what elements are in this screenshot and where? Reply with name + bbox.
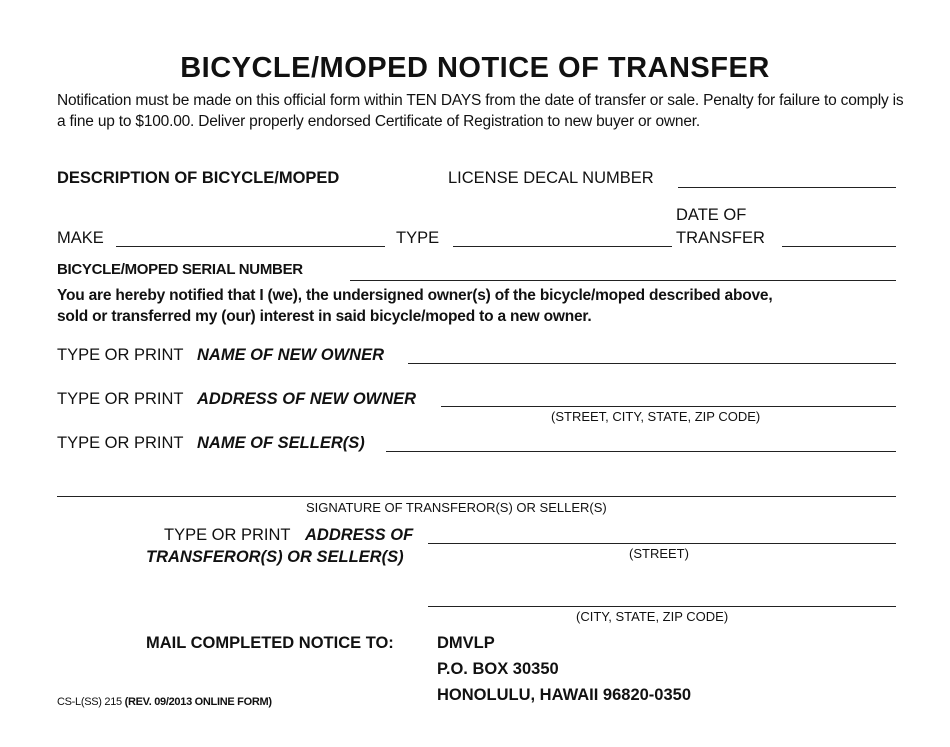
form-code [57, 696, 272, 708]
form-title: BICYCLE/MOPED NOTICE OF TRANSFER [180, 52, 770, 84]
seller-name-prefix: TYPE OR PRINT [57, 434, 184, 452]
seller-name-label: NAME OF SELLER(S) [197, 434, 365, 452]
form-revision: (REV. 09/2013 ONLINE FORM) [124, 696, 272, 708]
new-owner-address-label: ADDRESS OF NEW OWNER [197, 390, 417, 408]
mail-address-line-2: P.O. BOX 30350 [437, 660, 559, 678]
new-owner-name-field[interactable] [408, 363, 896, 364]
make-label: MAKE [57, 229, 104, 247]
notice-text-line-2: sold or transferred my (our) interest in said bicycle/moped to a new owner. [57, 308, 592, 325]
type-label: TYPE [396, 229, 440, 247]
signature-label: SIGNATURE OF TRANSFEROR(S) OR SELLER(S) [306, 500, 607, 515]
signature-field[interactable] [57, 496, 896, 497]
transfer-label: TRANSFER [676, 229, 765, 247]
type-field[interactable] [453, 246, 672, 247]
mail-address-line-3: HONOLULU, HAWAII 96820-0350 [437, 686, 691, 704]
transferor-address-label-2: TRANSFEROR(S) OR SELLER(S) [146, 548, 404, 566]
license-decal-label: LICENSE DECAL NUMBER [448, 169, 654, 187]
date-of-transfer-field[interactable] [782, 246, 896, 247]
new-owner-address-prefix: TYPE OR PRINT [57, 390, 184, 408]
transferor-street-field[interactable] [428, 543, 896, 544]
mail-address-line-1: DMVLP [437, 634, 495, 652]
serial-label: BICYCLE/MOPED SERIAL NUMBER [57, 261, 303, 278]
transferor-address-label-1: ADDRESS OF [305, 526, 414, 544]
make-field[interactable] [116, 246, 385, 247]
description-heading: DESCRIPTION OF BICYCLE/MOPED [57, 169, 340, 187]
transferor-city-field[interactable] [428, 606, 896, 607]
seller-name-field[interactable] [386, 451, 896, 452]
intro-notice: Notification must be made on this official form within TEN DAYS from the date of transfer or sale. Penalty for failure to comply is a fine up to $100.00. Deliver properly endorsed Certificate of Registration to new buyer or owner. [57, 92, 904, 130]
notice-text-line-1: You are hereby notified that I (we), the undersigned owner(s) of the bicycle/moped described above, [57, 287, 773, 304]
new-owner-name-label: NAME OF NEW OWNER [197, 346, 384, 364]
license-decal-field[interactable] [678, 187, 896, 188]
transferor-address-prefix: TYPE OR PRINT [164, 526, 291, 544]
new-owner-address-field[interactable] [441, 406, 896, 407]
date-of-label: DATE OF [676, 206, 747, 224]
form-code-number: CS-L(SS) 215 [57, 696, 122, 708]
city-hint: (CITY, STATE, ZIP CODE) [576, 609, 729, 624]
new-owner-name-prefix: TYPE OR PRINT [57, 346, 184, 364]
street-hint: (STREET) [629, 546, 689, 561]
address-hint: (STREET, CITY, STATE, ZIP CODE) [551, 409, 761, 424]
serial-number-field[interactable] [350, 280, 896, 281]
mail-to-label: MAIL COMPLETED NOTICE TO: [146, 634, 394, 652]
